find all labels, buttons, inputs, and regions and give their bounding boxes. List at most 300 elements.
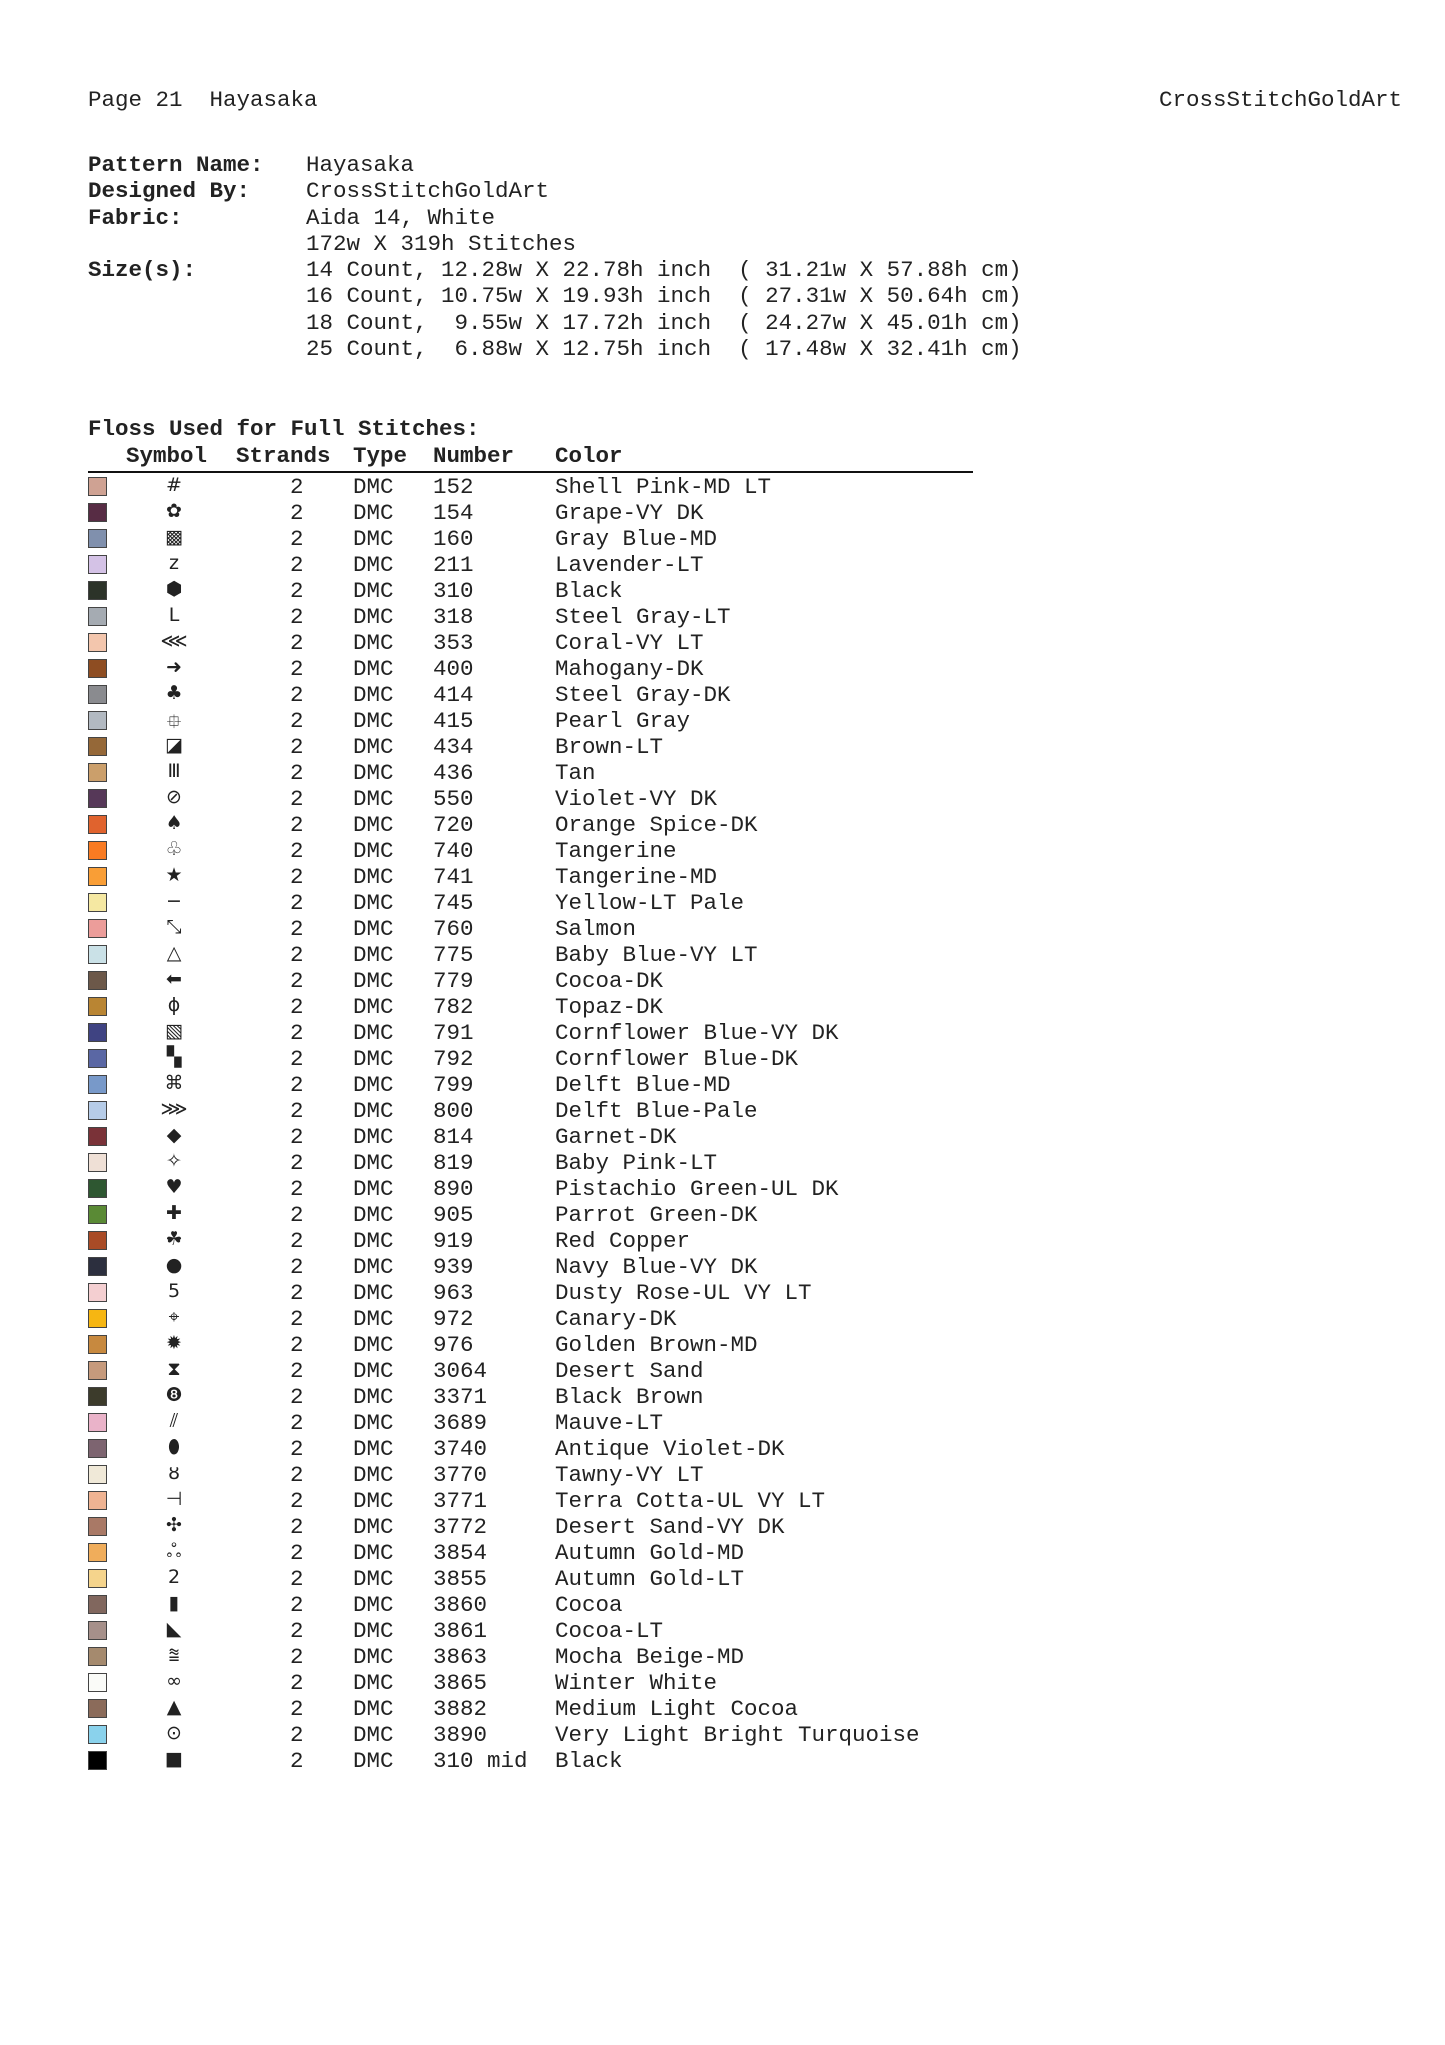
- color-swatch: [88, 659, 107, 678]
- number-cell: 152: [433, 474, 474, 500]
- symbol-glyph: ♣: [165, 682, 183, 704]
- symbol-glyph: ⊙: [166, 1722, 182, 1744]
- color-name-cell: Brown-LT: [555, 734, 664, 760]
- type-cell: DMC: [353, 1176, 394, 1202]
- color-name-cell: Tan: [555, 760, 596, 786]
- number-cell: 211: [433, 552, 474, 578]
- color-swatch: [88, 1595, 107, 1614]
- table-row: [88, 1201, 988, 1227]
- table-row: [88, 577, 988, 603]
- color-swatch: [88, 919, 107, 938]
- color-swatch: [88, 1491, 107, 1510]
- color-name-cell: Pearl Gray: [555, 708, 691, 734]
- type-cell: DMC: [353, 1722, 394, 1748]
- type-cell: DMC: [353, 1618, 394, 1644]
- number-cell: 3689: [433, 1410, 488, 1436]
- color-swatch: [88, 1023, 107, 1042]
- symbol-glyph: ⊣: [165, 1488, 183, 1510]
- table-row: [88, 967, 988, 993]
- number-cell: 400: [433, 656, 474, 682]
- type-cell: DMC: [353, 1514, 394, 1540]
- number-cell: 3371: [433, 1384, 488, 1410]
- type-cell: DMC: [353, 1592, 394, 1618]
- table-row: [88, 1279, 988, 1305]
- color-swatch: [88, 1101, 107, 1120]
- type-cell: DMC: [353, 890, 394, 916]
- strands-cell: 2: [290, 1150, 304, 1176]
- strands-cell: 2: [290, 1202, 304, 1228]
- strands-cell: 2: [290, 812, 304, 838]
- type-cell: DMC: [353, 1020, 394, 1046]
- symbol-glyph: ∞: [166, 1670, 182, 1692]
- strands-cell: 2: [290, 1462, 304, 1488]
- symbol-glyph: #: [166, 474, 182, 496]
- table-row: [88, 1487, 988, 1513]
- strands-cell: 2: [290, 1410, 304, 1436]
- color-name-cell: Orange Spice-DK: [555, 812, 758, 838]
- strands-cell: 2: [290, 630, 304, 656]
- table-row: [88, 1253, 988, 1279]
- type-cell: DMC: [353, 630, 394, 656]
- color-name-cell: Topaz-DK: [555, 994, 664, 1020]
- color-name-cell: Cocoa-DK: [555, 968, 664, 994]
- number-cell: 741: [433, 864, 474, 890]
- number-cell: 3890: [433, 1722, 488, 1748]
- color-name-cell: Violet-VY DK: [555, 786, 718, 812]
- number-cell: 415: [433, 708, 474, 734]
- table-row: [88, 1591, 988, 1617]
- table-row: [88, 915, 988, 941]
- table-row: [88, 1331, 988, 1357]
- size-line: 25 Count, 6.88w X 12.75h inch ( 17.48w X 32.41h cm): [306, 336, 1022, 363]
- color-name-cell: Steel Gray-DK: [555, 682, 731, 708]
- table-row: [88, 1513, 988, 1539]
- color-swatch: [88, 1543, 107, 1562]
- number-cell: 3772: [433, 1514, 488, 1540]
- strands-cell: 2: [290, 1670, 304, 1696]
- table-row: [88, 1539, 988, 1565]
- strands-cell: 2: [290, 682, 304, 708]
- type-cell: DMC: [353, 1358, 394, 1384]
- strands-cell: 2: [290, 1696, 304, 1722]
- symbol-glyph: ■: [165, 1748, 183, 1770]
- number-cell: 939: [433, 1254, 474, 1280]
- symbol-glyph: L: [168, 604, 180, 626]
- color-name-cell: Tawny-VY LT: [555, 1462, 704, 1488]
- color-name-cell: Autumn Gold-LT: [555, 1566, 745, 1592]
- number-cell: 814: [433, 1124, 474, 1150]
- table-row: [88, 889, 988, 915]
- symbol-glyph: ✧: [166, 1150, 182, 1172]
- number-cell: 3854: [433, 1540, 488, 1566]
- color-swatch: [88, 1751, 107, 1770]
- table-row: [88, 1617, 988, 1643]
- number-cell: 436: [433, 760, 474, 786]
- pattern-name-label: Pattern Name:: [88, 152, 264, 178]
- number-cell: 3861: [433, 1618, 488, 1644]
- color-name-cell: Golden Brown-MD: [555, 1332, 758, 1358]
- size-line: 16 Count, 10.75w X 19.93h inch ( 27.31w X 50.64h cm): [306, 283, 1022, 310]
- color-name-cell: Antique Violet-DK: [555, 1436, 785, 1462]
- strands-cell: 2: [290, 786, 304, 812]
- strands-cell: 2: [290, 838, 304, 864]
- number-cell: 353: [433, 630, 474, 656]
- strands-cell: 2: [290, 1332, 304, 1358]
- strands-cell: 2: [290, 1358, 304, 1384]
- symbol-glyph: z: [169, 552, 179, 574]
- color-name-cell: Coral-VY LT: [555, 630, 704, 656]
- symbol-glyph: △: [166, 942, 182, 964]
- symbol-glyph: ⤡: [166, 916, 182, 938]
- number-cell: 800: [433, 1098, 474, 1124]
- type-cell: DMC: [353, 552, 394, 578]
- floss-table: [88, 473, 988, 1773]
- symbol-glyph: 5: [167, 1280, 181, 1302]
- type-cell: DMC: [353, 1150, 394, 1176]
- pattern-name: Hayasaka: [306, 152, 415, 178]
- color-name-cell: Canary-DK: [555, 1306, 677, 1332]
- table-row: [88, 1305, 988, 1331]
- color-swatch: [88, 893, 107, 912]
- table-row: [88, 525, 988, 551]
- color-swatch: [88, 1283, 107, 1302]
- col-color: Color: [555, 443, 623, 469]
- color-swatch: [88, 867, 107, 886]
- number-cell: 3770: [433, 1462, 488, 1488]
- table-row: [88, 1175, 988, 1201]
- number-cell: 3740: [433, 1436, 488, 1462]
- number-cell: 720: [433, 812, 474, 838]
- color-name-cell: Black Brown: [555, 1384, 704, 1410]
- number-cell: 792: [433, 1046, 474, 1072]
- symbol-glyph: ◪: [165, 734, 183, 756]
- page-header-brand: CrossStitchGoldArt: [1158, 87, 1402, 113]
- type-cell: DMC: [353, 1098, 394, 1124]
- color-name-cell: Gray Blue-MD: [555, 526, 718, 552]
- symbol-glyph: 2: [167, 1566, 181, 1588]
- color-swatch: [88, 529, 107, 548]
- symbol-glyph: ȣ: [168, 1462, 180, 1484]
- size-line: 18 Count, 9.55w X 17.72h inch ( 24.27w X 45.01h cm): [306, 309, 1022, 336]
- type-cell: DMC: [353, 604, 394, 630]
- table-row: [88, 1435, 988, 1461]
- symbol-glyph: ⧗: [167, 1358, 181, 1380]
- type-cell: DMC: [353, 656, 394, 682]
- symbol-glyph: ▮: [168, 1592, 180, 1614]
- number-cell: 976: [433, 1332, 474, 1358]
- symbol-glyph: ⋙: [160, 1098, 188, 1120]
- strands-cell: 2: [290, 1644, 304, 1670]
- number-cell: 3863: [433, 1644, 488, 1670]
- symbol-glyph: ✹: [166, 1332, 182, 1354]
- type-cell: DMC: [353, 734, 394, 760]
- symbol-glyph: ♥: [165, 1176, 183, 1198]
- strands-cell: 2: [290, 1566, 304, 1592]
- strands-cell: 2: [290, 1722, 304, 1748]
- type-cell: DMC: [353, 1566, 394, 1592]
- pattern-info: [88, 152, 1022, 362]
- color-name-cell: Desert Sand-VY DK: [555, 1514, 785, 1540]
- type-cell: DMC: [353, 760, 394, 786]
- strands-cell: 2: [290, 942, 304, 968]
- table-row: [88, 1123, 988, 1149]
- strands-cell: 2: [290, 578, 304, 604]
- number-cell: 760: [433, 916, 474, 942]
- strands-cell: 2: [290, 1228, 304, 1254]
- symbol-glyph: ⊘: [166, 786, 182, 808]
- type-cell: DMC: [353, 500, 394, 526]
- strands-cell: 2: [290, 1098, 304, 1124]
- table-row: [88, 1643, 988, 1669]
- type-cell: DMC: [353, 1306, 394, 1332]
- strands-cell: 2: [290, 1618, 304, 1644]
- strands-cell: 2: [290, 1176, 304, 1202]
- number-cell: 310 mid: [433, 1748, 528, 1774]
- number-cell: 3865: [433, 1670, 488, 1696]
- color-name-cell: Winter White: [555, 1670, 718, 1696]
- number-cell: 414: [433, 682, 474, 708]
- type-cell: DMC: [353, 864, 394, 890]
- color-name-cell: Steel Gray-LT: [555, 604, 731, 630]
- color-swatch: [88, 477, 107, 496]
- color-name-cell: Lavender-LT: [555, 552, 704, 578]
- table-row: [88, 863, 988, 889]
- number-cell: 3860: [433, 1592, 488, 1618]
- stitch-count: 172w X 319h Stitches: [306, 230, 577, 257]
- strands-cell: 2: [290, 916, 304, 942]
- type-cell: DMC: [353, 1644, 394, 1670]
- table-row: [88, 1721, 988, 1747]
- strands-cell: 2: [290, 552, 304, 578]
- number-cell: 310: [433, 578, 474, 604]
- color-swatch: [88, 711, 107, 730]
- table-row: [88, 499, 988, 525]
- symbol-glyph: ◆: [166, 1124, 182, 1146]
- color-name-cell: Delft Blue-MD: [555, 1072, 731, 1098]
- strands-cell: 2: [290, 1254, 304, 1280]
- number-cell: 919: [433, 1228, 474, 1254]
- color-name-cell: Shell Pink-MD LT: [555, 474, 772, 500]
- color-name-cell: Tangerine: [555, 838, 677, 864]
- table-row: [88, 1019, 988, 1045]
- color-swatch: [88, 1699, 107, 1718]
- strands-cell: 2: [290, 864, 304, 890]
- number-cell: 791: [433, 1020, 474, 1046]
- col-symbol: Symbol: [126, 443, 208, 469]
- strands-cell: 2: [290, 1748, 304, 1774]
- strands-cell: 2: [290, 708, 304, 734]
- strands-cell: 2: [290, 1488, 304, 1514]
- strands-cell: 2: [290, 1280, 304, 1306]
- symbol-glyph: ⫽: [169, 1410, 179, 1432]
- color-swatch: [88, 789, 107, 808]
- color-swatch: [88, 997, 107, 1016]
- color-name-cell: Baby Blue-VY LT: [555, 942, 758, 968]
- color-swatch: [88, 555, 107, 574]
- number-cell: 972: [433, 1306, 474, 1332]
- type-cell: DMC: [353, 708, 394, 734]
- color-name-cell: Pistachio Green-UL DK: [555, 1176, 839, 1202]
- table-row: [88, 473, 988, 499]
- type-cell: DMC: [353, 916, 394, 942]
- color-swatch: [88, 1725, 107, 1744]
- number-cell: 782: [433, 994, 474, 1020]
- color-swatch: [88, 763, 107, 782]
- type-cell: DMC: [353, 1124, 394, 1150]
- symbol-glyph: ⬢: [165, 578, 183, 600]
- symbol-glyph: ✣: [166, 1514, 182, 1536]
- color-name-cell: Mocha Beige-MD: [555, 1644, 745, 1670]
- number-cell: 819: [433, 1150, 474, 1176]
- color-swatch: [88, 1257, 107, 1276]
- strands-cell: 2: [290, 500, 304, 526]
- strands-cell: 2: [290, 994, 304, 1020]
- color-swatch: [88, 1621, 107, 1640]
- symbol-glyph: ஃ: [166, 1540, 182, 1562]
- table-row: [88, 1071, 988, 1097]
- color-name-cell: Mauve-LT: [555, 1410, 664, 1436]
- symbol-glyph: ★: [165, 864, 183, 886]
- type-cell: DMC: [353, 1696, 394, 1722]
- color-swatch: [88, 1231, 107, 1250]
- page-header-left: [88, 87, 318, 113]
- table-row: [88, 993, 988, 1019]
- number-cell: 775: [433, 942, 474, 968]
- col-number: Number: [433, 443, 515, 469]
- symbol-glyph: ⋘: [160, 630, 188, 652]
- symbol-glyph: ⩰: [168, 1644, 180, 1666]
- number-cell: 779: [433, 968, 474, 994]
- color-swatch: [88, 971, 107, 990]
- strands-cell: 2: [290, 1020, 304, 1046]
- strands-cell: 2: [290, 656, 304, 682]
- color-name-cell: Navy Blue-VY DK: [555, 1254, 758, 1280]
- type-cell: DMC: [353, 1280, 394, 1306]
- table-row: [88, 837, 988, 863]
- type-cell: DMC: [353, 968, 394, 994]
- page-number: Page 21: [88, 87, 183, 113]
- number-cell: 3855: [433, 1566, 488, 1592]
- type-cell: DMC: [353, 1670, 394, 1696]
- symbol-glyph: ❽: [165, 1384, 183, 1406]
- color-name-cell: Cornflower Blue-DK: [555, 1046, 799, 1072]
- type-cell: DMC: [353, 942, 394, 968]
- color-name-cell: Salmon: [555, 916, 637, 942]
- color-swatch: [88, 1049, 107, 1068]
- symbol-glyph: ⬮: [168, 1436, 180, 1458]
- color-name-cell: Medium Light Cocoa: [555, 1696, 799, 1722]
- type-cell: DMC: [353, 526, 394, 552]
- color-name-cell: Baby Pink-LT: [555, 1150, 718, 1176]
- type-cell: DMC: [353, 786, 394, 812]
- color-name-cell: Very Light Bright Turquoise: [555, 1722, 920, 1748]
- table-row: [88, 1045, 988, 1071]
- floss-section-title: Floss Used for Full Stitches:: [88, 416, 480, 442]
- type-cell: DMC: [353, 1332, 394, 1358]
- table-row: [88, 1357, 988, 1383]
- number-cell: 799: [433, 1072, 474, 1098]
- table-row: [88, 1747, 988, 1773]
- color-name-cell: Yellow-LT Pale: [555, 890, 745, 916]
- designed-by: CrossStitchGoldArt: [306, 178, 550, 205]
- color-swatch: [88, 1309, 107, 1328]
- symbol-glyph: Ⅲ: [167, 760, 181, 782]
- page-pattern-title: Hayasaka: [209, 87, 318, 113]
- table-row: [88, 1695, 988, 1721]
- color-swatch: [88, 503, 107, 522]
- strands-cell: 2: [290, 1436, 304, 1462]
- type-cell: DMC: [353, 578, 394, 604]
- color-name-cell: Black: [555, 1748, 623, 1774]
- table-row: [88, 681, 988, 707]
- symbol-glyph: ◣: [166, 1618, 182, 1640]
- color-swatch: [88, 1465, 107, 1484]
- size-label: Size(s):: [88, 257, 197, 284]
- table-row: [88, 1227, 988, 1253]
- strands-cell: 2: [290, 526, 304, 552]
- color-swatch: [88, 1387, 107, 1406]
- table-row: [88, 1149, 988, 1175]
- type-cell: DMC: [353, 1488, 394, 1514]
- col-type: Type: [353, 443, 408, 469]
- strands-cell: 2: [290, 1540, 304, 1566]
- color-swatch: [88, 1361, 107, 1380]
- color-swatch: [88, 633, 107, 652]
- table-row: [88, 759, 988, 785]
- designed-by-label: Designed By:: [88, 178, 251, 205]
- color-swatch: [88, 1647, 107, 1666]
- number-cell: 318: [433, 604, 474, 630]
- strands-cell: 2: [290, 1514, 304, 1540]
- color-name-cell: Delft Blue-Pale: [555, 1098, 758, 1124]
- color-name-cell: Cocoa: [555, 1592, 623, 1618]
- color-swatch: [88, 1335, 107, 1354]
- strands-cell: 2: [290, 1384, 304, 1410]
- color-name-cell: Black: [555, 578, 623, 604]
- table-row: [88, 811, 988, 837]
- type-cell: DMC: [353, 1202, 394, 1228]
- symbol-glyph: ☘: [165, 1228, 183, 1250]
- color-swatch: [88, 1517, 107, 1536]
- table-row: [88, 1409, 988, 1435]
- color-name-cell: Mahogany-DK: [555, 656, 704, 682]
- number-cell: 890: [433, 1176, 474, 1202]
- color-swatch: [88, 841, 107, 860]
- strands-cell: 2: [290, 1592, 304, 1618]
- color-name-cell: Garnet-DK: [555, 1124, 677, 1150]
- fabric-label: Fabric:: [88, 204, 183, 231]
- table-row: [88, 941, 988, 967]
- color-swatch: [88, 1127, 107, 1146]
- symbol-glyph: ●: [165, 1254, 183, 1276]
- color-name-cell: Autumn Gold-MD: [555, 1540, 745, 1566]
- type-cell: DMC: [353, 1072, 394, 1098]
- symbol-glyph: ▲: [166, 1696, 182, 1718]
- color-name-cell: Cocoa-LT: [555, 1618, 664, 1644]
- strands-cell: 2: [290, 734, 304, 760]
- type-cell: DMC: [353, 1384, 394, 1410]
- symbol-glyph: ▧: [165, 1020, 183, 1042]
- table-row: [88, 733, 988, 759]
- table-row: [88, 1669, 988, 1695]
- strands-cell: 2: [290, 1072, 304, 1098]
- type-cell: DMC: [353, 1254, 394, 1280]
- number-cell: 434: [433, 734, 474, 760]
- color-swatch: [88, 1153, 107, 1172]
- floss-table-header: [88, 443, 973, 473]
- number-cell: 745: [433, 890, 474, 916]
- strands-cell: 2: [290, 968, 304, 994]
